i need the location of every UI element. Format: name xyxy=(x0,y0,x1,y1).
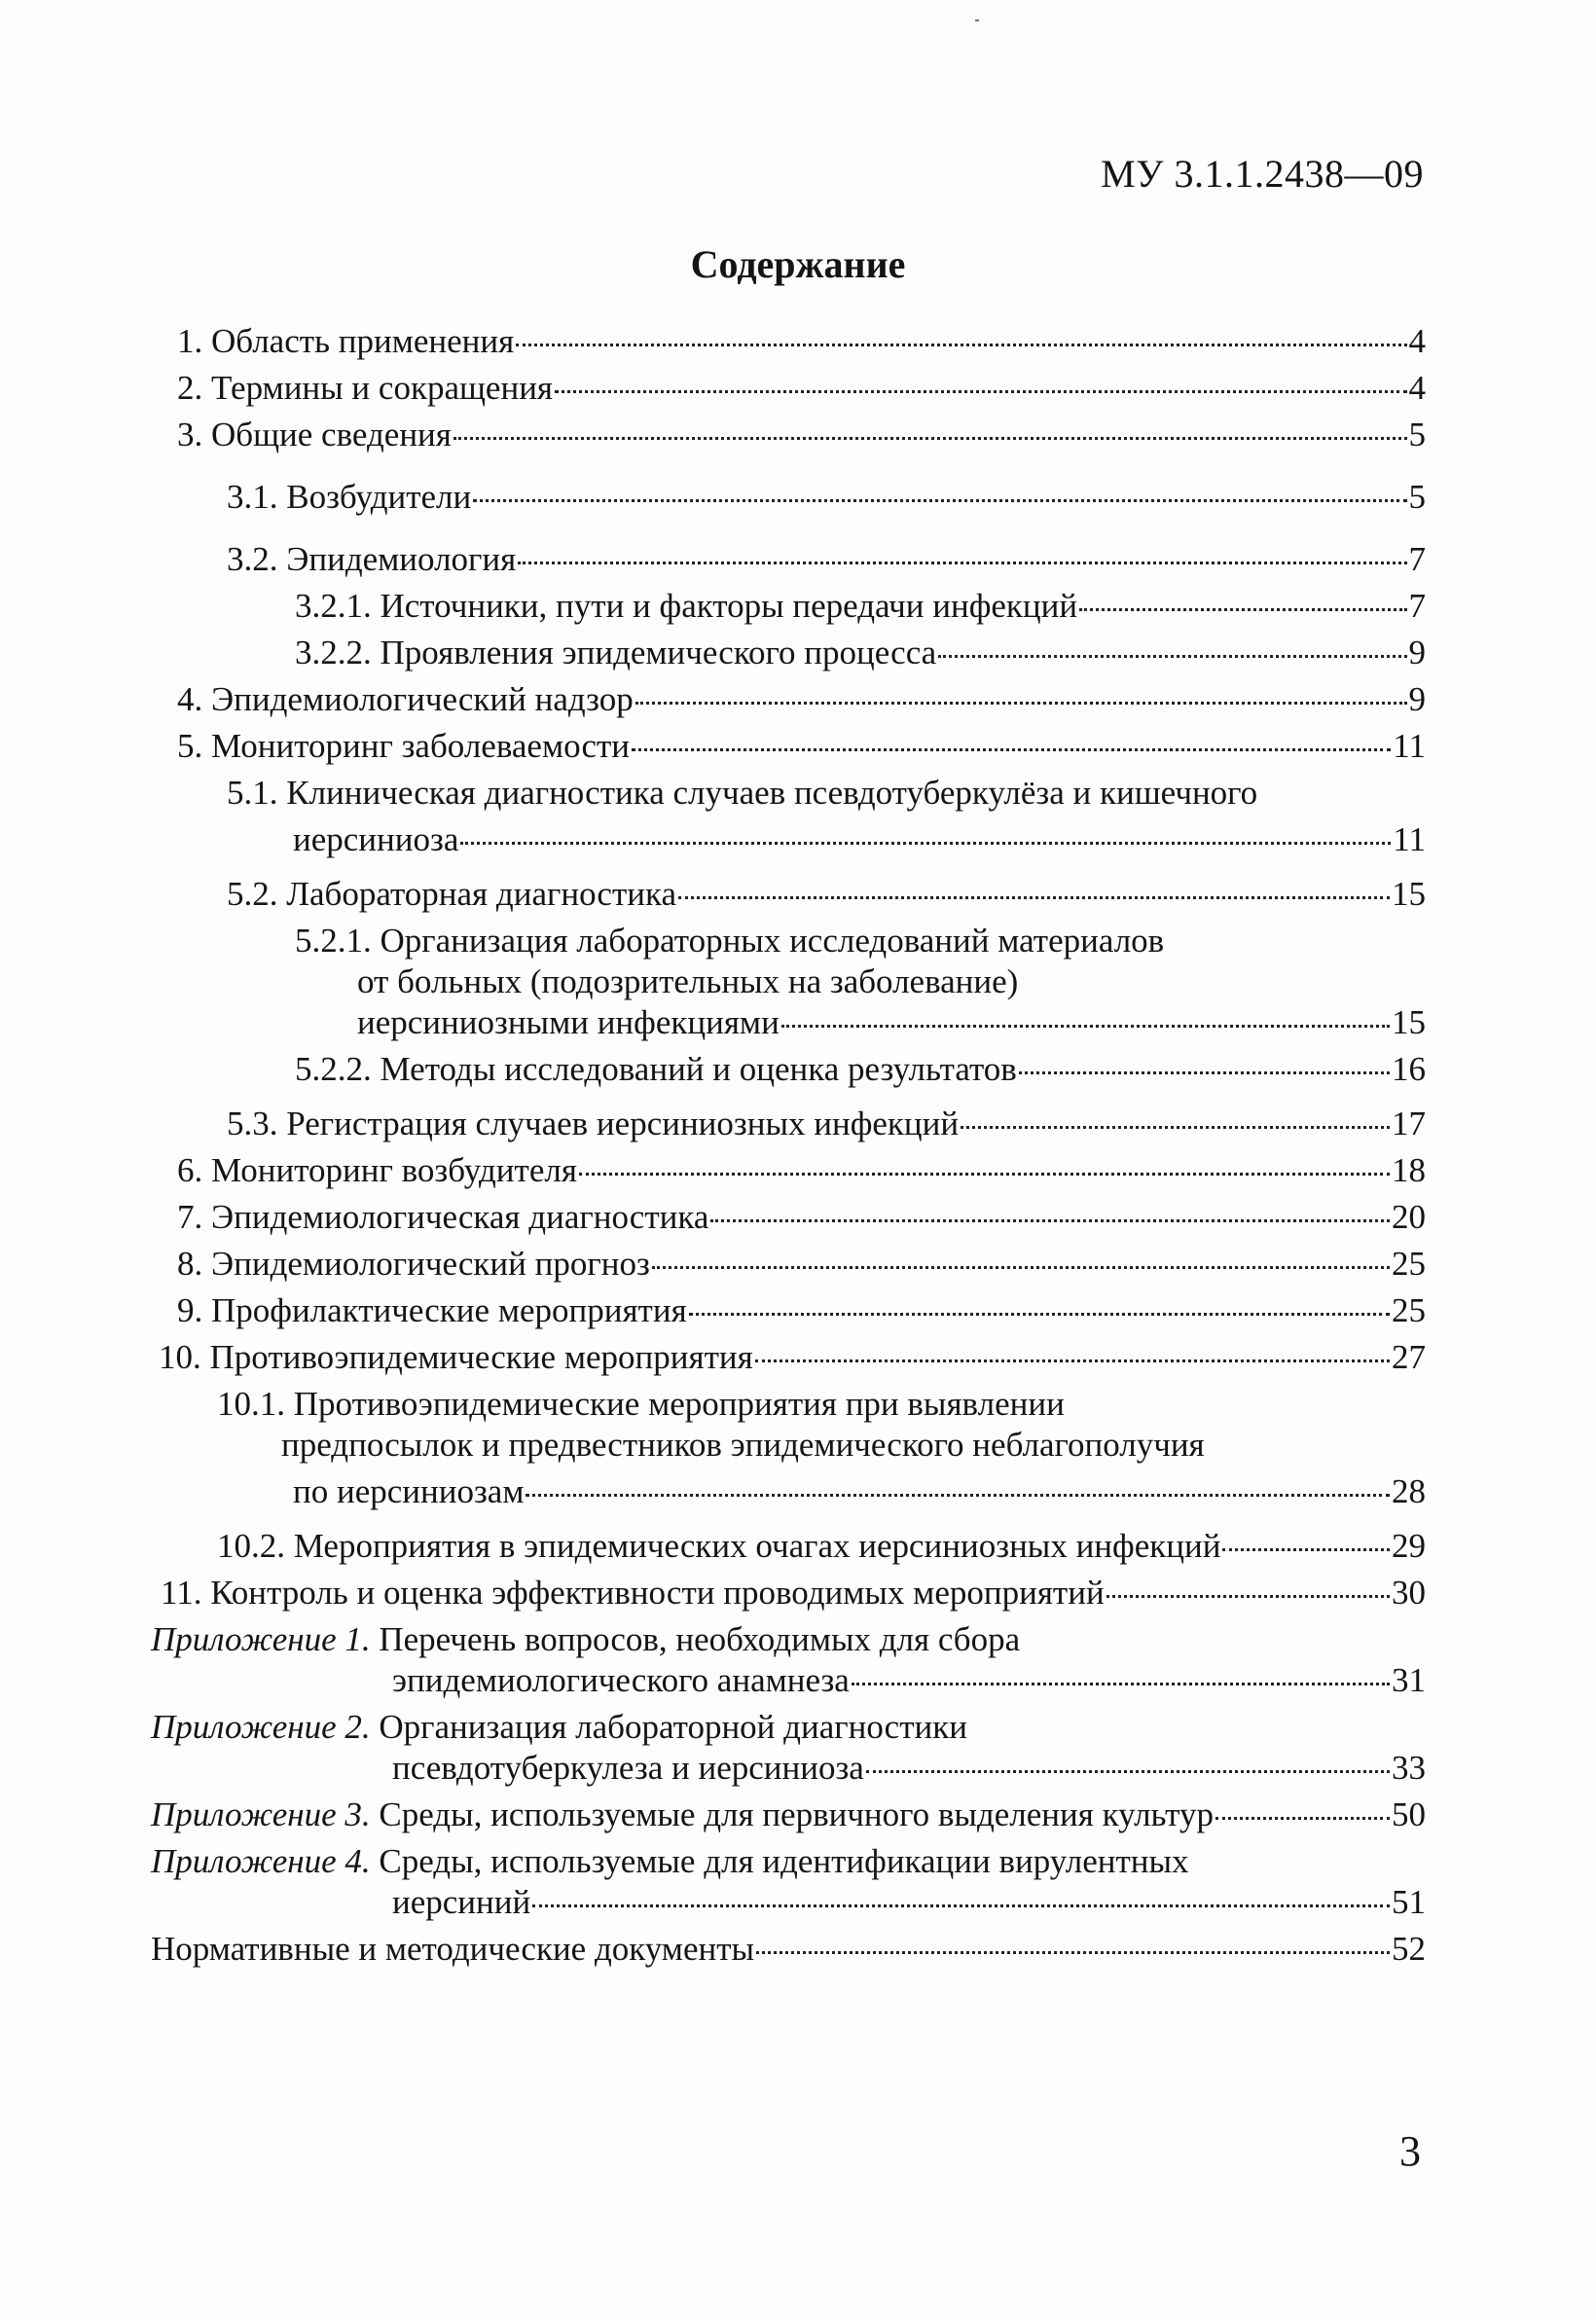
toc-page-number: 15 xyxy=(1392,1003,1426,1041)
dot-leader xyxy=(518,562,1406,564)
toc-entry[interactable] xyxy=(151,415,1426,455)
toc-page-number: 33 xyxy=(1392,1749,1426,1787)
toc-entry[interactable] xyxy=(151,477,1426,518)
toc-entry[interactable] xyxy=(151,1197,1426,1238)
toc-page-number: 11 xyxy=(1393,727,1426,765)
toc-entry[interactable] xyxy=(151,1290,1426,1331)
dot-leader xyxy=(1106,1595,1390,1598)
dot-leader xyxy=(781,1025,1390,1028)
toc-entry-text: 3.2. Эпидемиология xyxy=(227,540,517,578)
appendix-label: Приложение 4. xyxy=(151,1842,371,1880)
toc-entry-text: по иерсиниозам xyxy=(293,1472,525,1510)
scan-speck xyxy=(975,19,979,21)
appendix-label: Приложение 3. xyxy=(151,1795,371,1833)
toc-entry[interactable] xyxy=(151,633,1426,673)
toc-page-number: 30 xyxy=(1392,1574,1426,1612)
toc-entry-text: 4. Эпидемиологический надзор xyxy=(177,680,634,718)
toc-entry[interactable] xyxy=(151,726,1426,767)
dot-leader xyxy=(555,390,1406,393)
page-number: 3 xyxy=(1399,2127,1421,2175)
toc-entry-text: 5.2.2. Методы исследований и оценка результатов xyxy=(295,1050,1017,1088)
toc-entry[interactable] xyxy=(151,874,1426,915)
toc-page-number: 51 xyxy=(1392,1883,1426,1921)
toc-appendix-entry[interactable] xyxy=(151,1794,1426,1835)
toc-page-number: 15 xyxy=(1392,875,1426,913)
toc-entry[interactable] xyxy=(151,1049,1426,1090)
dot-leader xyxy=(1079,608,1406,611)
toc-entry[interactable] xyxy=(151,586,1426,627)
appendix-label: Приложение 2. xyxy=(151,1708,371,1746)
document-code: МУ 3.1.1.2438—09 xyxy=(1101,152,1424,196)
dot-leader xyxy=(756,1951,1390,1954)
toc-entry-text: 11. Контроль и оценка эффективности проводимых мероприятий xyxy=(161,1574,1105,1612)
dot-leader xyxy=(532,1904,1390,1907)
dot-leader xyxy=(526,1494,1390,1497)
dot-leader xyxy=(1019,1071,1390,1074)
dot-leader xyxy=(1222,1548,1390,1551)
appendix-label: Приложение 1. xyxy=(151,1620,371,1658)
toc-entry[interactable] xyxy=(151,1526,1426,1567)
toc-entry[interactable] xyxy=(151,1337,1426,1378)
dot-leader xyxy=(1215,1817,1390,1820)
toc-entry[interactable] xyxy=(151,1929,1426,1970)
toc-page-number: 29 xyxy=(1392,1527,1426,1565)
toc-appendix-entry[interactable] xyxy=(151,1841,1426,1923)
toc-entry[interactable] xyxy=(151,1150,1426,1191)
dot-leader xyxy=(755,1359,1390,1362)
toc-entry-text: 5.2.1. Организация лабораторных исследований материалов xyxy=(295,922,1165,960)
toc-page-number: 4 xyxy=(1408,369,1426,407)
toc-page-number: 16 xyxy=(1392,1050,1426,1088)
toc-entry-text: Нормативные и методические документы xyxy=(151,1930,755,1968)
toc-entry-text: 10. Противоэпидемические мероприятия xyxy=(159,1338,753,1376)
toc-page-number: 52 xyxy=(1392,1930,1426,1968)
toc-entry-text: иерсиниозными инфекциями xyxy=(357,1003,780,1041)
toc-page-number: 7 xyxy=(1408,540,1426,578)
toc-entry-text: 1. Область применения xyxy=(177,322,515,360)
dot-leader xyxy=(579,1173,1390,1176)
toc-page-number: 28 xyxy=(1392,1472,1426,1510)
dot-leader xyxy=(652,1266,1390,1269)
toc-page-number: 9 xyxy=(1408,634,1426,671)
toc-entry-text: от больных (подозрительных на заболевание) xyxy=(357,962,1019,1000)
toc-entry-text: 3.2.2. Проявления эпидемического процесса xyxy=(295,634,937,671)
toc-entry[interactable] xyxy=(151,1573,1426,1613)
toc-entry-text: 7. Эпидемиологическая диагностика xyxy=(177,1198,709,1236)
toc-entry-text: псевдотуберкулеза и иерсиниоза xyxy=(392,1749,864,1787)
toc-entry-text: 3.2.1. Источники, пути и факторы передачи инфекций xyxy=(295,587,1078,625)
toc-entry-text: 10.2. Мероприятия в эпидемических очагах иерсиниозных инфекций xyxy=(217,1527,1221,1565)
toc-entry-text: 5.2. Лабораторная диагностика xyxy=(227,875,677,913)
toc-page-number: 31 xyxy=(1392,1661,1426,1699)
toc-entry-text: Организация лабораторной диагностики xyxy=(379,1708,967,1746)
toc-entry-text: 3.1. Возбудители xyxy=(227,478,472,516)
dot-leader xyxy=(632,748,1391,751)
toc-entry[interactable] xyxy=(151,1384,1426,1512)
toc-page-number: 20 xyxy=(1392,1198,1426,1236)
toc-entry[interactable] xyxy=(151,921,1426,1043)
toc-page-number: 18 xyxy=(1392,1151,1426,1189)
toc-entry-text: 5.3. Регистрация случаев иерсиниозных инфекций xyxy=(227,1105,960,1142)
dot-leader xyxy=(453,437,1407,440)
toc-entry-text: 2. Термины и сокращения xyxy=(177,369,554,407)
toc-page-number: 5 xyxy=(1408,416,1426,453)
toc-entry[interactable] xyxy=(151,1244,1426,1285)
dot-leader xyxy=(460,842,1391,845)
dot-leader xyxy=(473,499,1406,502)
toc-entry-text: Перечень вопросов, необходимых для сбора xyxy=(379,1620,1021,1658)
toc-entry[interactable] xyxy=(151,321,1426,362)
toc-page-number: 17 xyxy=(1392,1105,1426,1142)
toc-entry-text: 6. Мониторинг возбудителя xyxy=(177,1151,577,1189)
toc-entry-text: иерсиний xyxy=(392,1883,531,1921)
dot-leader xyxy=(678,896,1390,899)
toc-page-number: 5 xyxy=(1408,478,1426,516)
dot-leader xyxy=(689,1313,1390,1316)
toc-page-number: 50 xyxy=(1392,1795,1426,1833)
dot-leader xyxy=(961,1126,1390,1129)
dot-leader xyxy=(710,1219,1390,1222)
toc-entry[interactable] xyxy=(151,1104,1426,1144)
dot-leader xyxy=(635,702,1407,705)
toc-entry-text: 5.1. Клиническая диагностика случаев псевдотуберкулёза и кишечного xyxy=(227,774,1258,812)
toc-entry-text: эпидемиологического анамнеза xyxy=(392,1661,850,1699)
dot-leader xyxy=(852,1683,1390,1686)
toc-entry-text: 8. Эпидемиологический прогноз xyxy=(177,1245,650,1283)
toc-appendix-entry[interactable] xyxy=(151,1707,1426,1789)
toc-page-number: 7 xyxy=(1408,587,1426,625)
dot-leader xyxy=(938,655,1406,658)
toc-entry[interactable] xyxy=(151,773,1426,860)
toc-page-number: 25 xyxy=(1392,1245,1426,1283)
page-title: Содержание xyxy=(690,242,906,286)
toc-entry-text: Среды, используемые для идентификации вирулентных xyxy=(379,1842,1189,1880)
toc-entry-text: 3. Общие сведения xyxy=(177,416,452,453)
toc-entry-text: иерсиниоза xyxy=(293,820,459,858)
toc-page-number: 4 xyxy=(1408,322,1426,360)
table-of-contents xyxy=(151,321,1426,1976)
toc-page-number: 11 xyxy=(1393,820,1426,858)
toc-page-number: 9 xyxy=(1408,680,1426,718)
toc-page-number: 25 xyxy=(1392,1291,1426,1329)
toc-entry-text: предпосылок и предвестников эпидемического неблагополучия xyxy=(281,1426,1205,1464)
toc-entry[interactable] xyxy=(151,368,1426,409)
toc-entry-text: 5. Мониторинг заболеваемости xyxy=(177,727,631,765)
toc-entry[interactable] xyxy=(151,679,1426,720)
dot-leader xyxy=(516,344,1406,346)
toc-page-number: 27 xyxy=(1392,1338,1426,1376)
dot-leader xyxy=(866,1770,1390,1773)
toc-entry-text: 9. Профилактические мероприятия xyxy=(177,1291,687,1329)
toc-appendix-entry[interactable] xyxy=(151,1619,1426,1701)
toc-entry-text: 10.1. Противоэпидемические мероприятия при выявлении xyxy=(217,1385,1065,1423)
toc-entry[interactable] xyxy=(151,539,1426,580)
toc-entry-text: Среды, используемые для первичного выделения культур xyxy=(379,1795,1214,1833)
